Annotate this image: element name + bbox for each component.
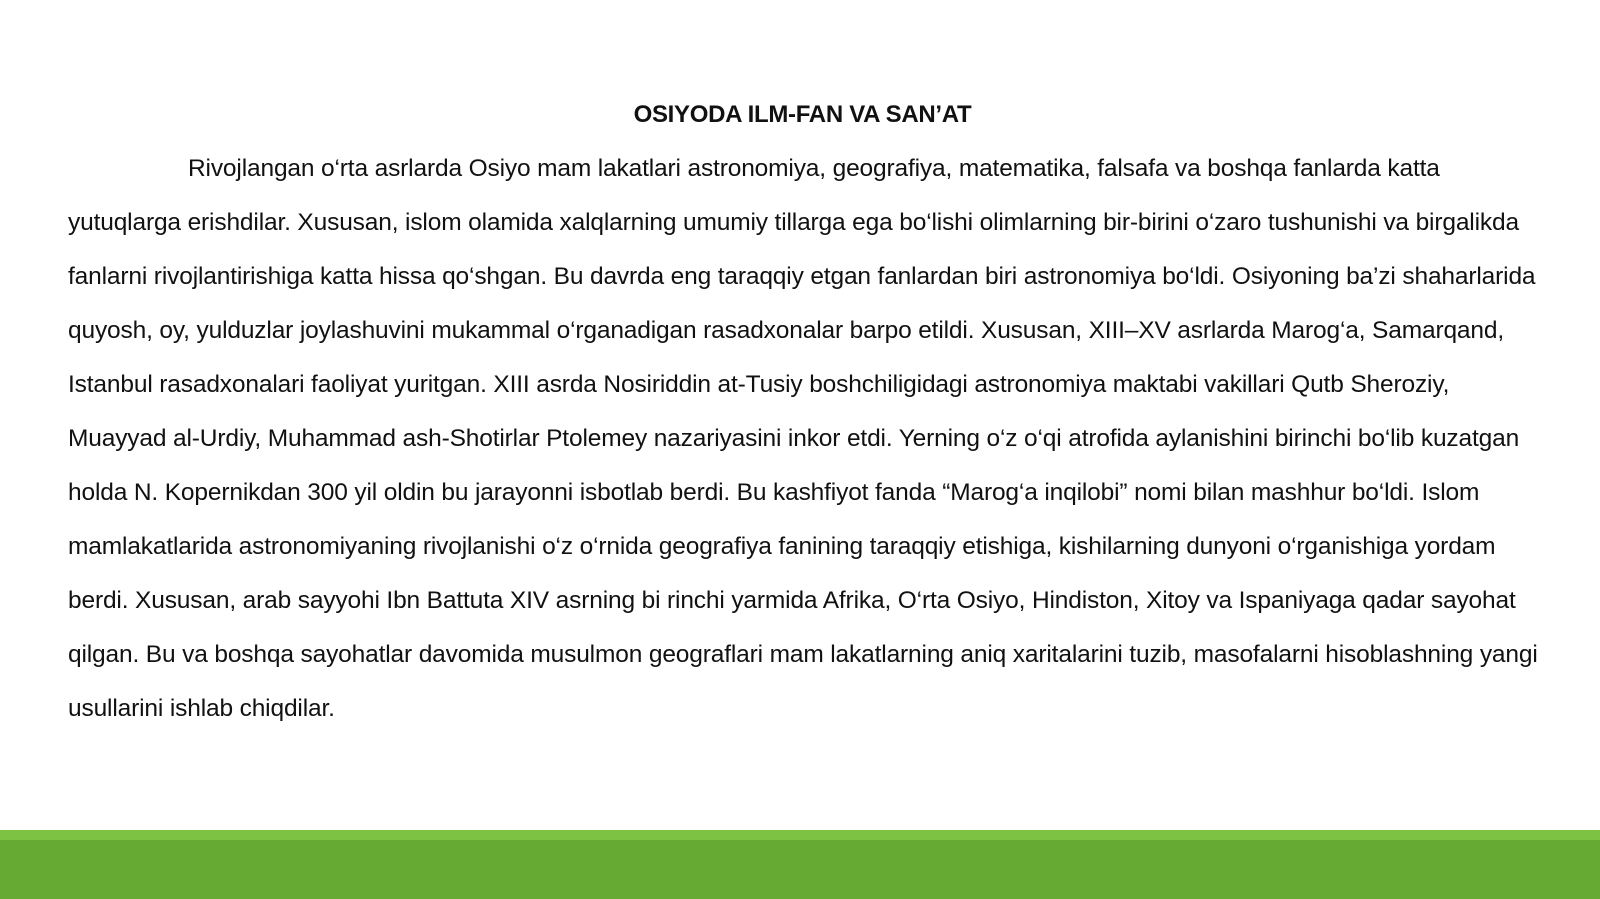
slide-title: OSIYODA ILM-FAN VA SAN’AT bbox=[633, 101, 972, 128]
body-paragraph: Rivojlangan o‘rta asrlarda Osiyo mam lakatlari astronomiya, geografiya, matematika, falsafa va boshqa fanlarda katta yutuqlarga erishdilar. Xususan, islom olamida xalqlarning umumiy tillarga ega bo‘lishi olimlarning bir-birini o‘zaro tushunishi va birgalikda fanlarni rivojlantirishiga katta hissa qo‘shgan. Bu davrda eng taraqqiy etgan fanlardan biri astronomiya bo‘ldi. Osiyoning ba’zi shaharlarida quyosh, oy, yulduzlar joylashuvini mukammal o‘rganadigan rasadxonalar barpo etildi. Xususan, XIII–XV asrlarda Marog‘a, Samarqand, Istanbul rasadxonalari faoliyat yuritgan. XIII asrda Nosiriddin at-Tusiy boshchiligidagi astronomiya maktabi vakillari Qutb Sheroziy, Muayyad al-Urdiy, Muhammad ash-Shotirlar Ptolemey nazariyasini inkor etdi. Yerning o‘z o‘qi atrofida aylanishini birinchi bo‘lib kuzatgan holda N. Kopernikdan 300 yil oldin bu jarayonni isbotlab berdi. Bu kashfiyot fanda “Marog‘a inqilobi” nomi bilan mashhur bo‘ldi. Islom mamlakatlarida astronomiyaning rivojlanishi o‘z o‘rnida geografiya fanining taraqqiy etishiga, kishilarning dunyoni o‘rganishiga yordam berdi. Xususan, arab sayyohi Ibn Battuta XIV asrning bi rinchi yarmida Afrika, O‘rta Osiyo, Hindiston, Xitoy va Ispaniyaga qadar sayohat qilgan. Bu va boshqa sayohatlar davomida musulmon geograflari mam lakatlarning aniq xaritalarini tuzib, masofalarni hisoblashning yangi usullarini ishlab chiqdilar. bbox=[68, 155, 1538, 722]
footer-band bbox=[0, 830, 1600, 899]
